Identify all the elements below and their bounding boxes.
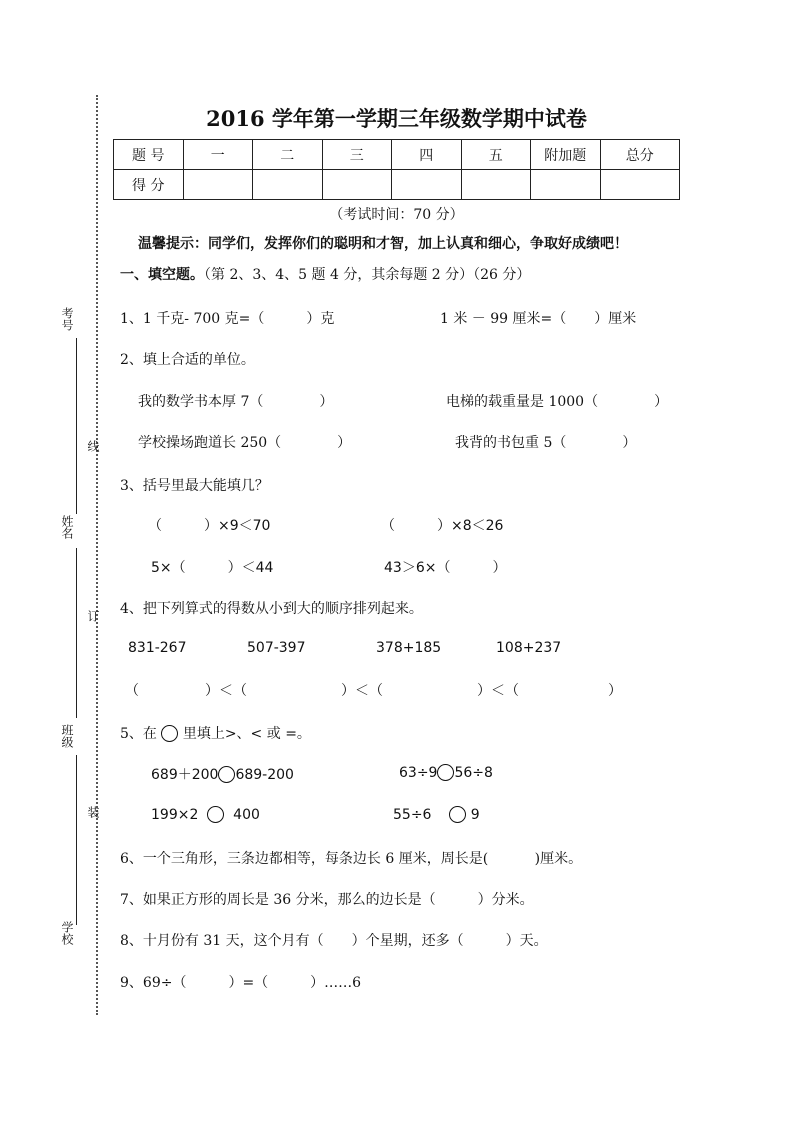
q5-right-expr: 689-200 xyxy=(235,767,294,783)
kaohao-write-line xyxy=(76,338,77,514)
section-title: 一、填空题。 xyxy=(120,267,204,283)
exam-time: （考试时间：70 分） xyxy=(329,207,464,223)
q1-part-a: 1、1 千克- 700 克=（ ）克 xyxy=(120,311,335,327)
q5-right-expr: 400 xyxy=(233,807,260,823)
q2-text: 2、填上合适的单位。 xyxy=(120,352,255,368)
q5-text xyxy=(120,723,311,743)
side-mark-ding: 订 xyxy=(86,610,100,622)
q5-text-pre: 5、在 xyxy=(120,726,157,742)
compare-circle-icon[interactable] xyxy=(449,806,466,823)
q5-left-expr: 55÷6 xyxy=(393,807,432,823)
tip-text: 温馨提示：同学们，发挥你们的聪明和才智，加上认真和细心，争取好成绩吧！ xyxy=(138,236,628,252)
compare-circle-icon[interactable] xyxy=(207,806,224,823)
score-header-cell: 题 号 xyxy=(114,140,184,170)
q5-right-expr: 56÷8 xyxy=(454,765,493,781)
side-label-xuexiao: 学校 xyxy=(60,921,74,945)
q2-item-d: 我背的书包重 5（ ） xyxy=(455,435,637,451)
q3-item-a: （ ）×9＜70 xyxy=(148,518,271,534)
score-table-score-row xyxy=(114,170,680,200)
score-header-cell: 一 xyxy=(183,140,253,170)
score-cell[interactable] xyxy=(322,170,392,200)
q5-compare-a xyxy=(151,764,294,784)
q4-expr: 108+237 xyxy=(496,640,562,656)
q4-expr: 507-397 xyxy=(247,640,306,656)
q5-compare-d xyxy=(393,806,480,823)
q2-item-a: 我的数学书本厚 7（ ） xyxy=(138,394,334,410)
q4-order-bracket: ） xyxy=(608,683,622,699)
q6-text: 6、一个三角形，三条边都相等，每条边长 6 厘米，周长是( )厘米。 xyxy=(120,851,583,867)
q5-left-expr: 689＋200 xyxy=(151,767,219,783)
score-header-cell: 四 xyxy=(392,140,462,170)
score-header-cell: 附加题 xyxy=(531,140,601,170)
q4-expr: 831-267 xyxy=(128,640,187,656)
side-label-xingming: 姓名 xyxy=(60,515,74,539)
score-table-header-row xyxy=(114,140,680,170)
xingming-write-line xyxy=(76,548,77,718)
q7-text: 7、如果正方形的周长是 36 分米，那么的边长是（ ）分米。 xyxy=(120,892,534,908)
score-header-cell: 五 xyxy=(461,140,531,170)
q5-text-post: 里填上>、< 或 =。 xyxy=(182,726,311,742)
circle-icon xyxy=(161,725,178,742)
score-cell[interactable] xyxy=(461,170,531,200)
score-cell[interactable] xyxy=(183,170,253,200)
q4-order-bracket: ）＜（ xyxy=(341,683,383,699)
q2-item-b: 电梯的载重量是 1000（ ） xyxy=(446,394,669,410)
score-cell[interactable] xyxy=(600,170,680,200)
q4-order-bracket: （ xyxy=(125,683,139,699)
q3-item-c: 5×（ ）＜44 xyxy=(151,560,274,576)
score-cell[interactable] xyxy=(531,170,601,200)
q3-text: 3、括号里最大能填几？ xyxy=(120,478,269,494)
binding-dotted-line xyxy=(96,95,98,1015)
q4-expr: 378+185 xyxy=(376,640,442,656)
q5-compare-c xyxy=(151,806,260,823)
q1-part-b: 1 米 － 99 厘米=（ ）厘米 xyxy=(440,311,637,327)
score-cell[interactable] xyxy=(253,170,323,200)
score-header-cell: 总分 xyxy=(600,140,680,170)
q4-order-bracket: ）＜（ xyxy=(205,683,247,699)
q5-left-expr: 63÷9 xyxy=(399,765,438,781)
q5-compare-b xyxy=(399,764,493,781)
side-mark-xian: 线 xyxy=(86,440,100,452)
score-row-label: 得 分 xyxy=(114,170,184,200)
q3-item-d: 43＞6×（ ） xyxy=(384,560,507,576)
compare-circle-icon[interactable] xyxy=(218,766,235,783)
exam-title: 2016 学年第一学期三年级数学期中试卷 xyxy=(206,106,587,131)
score-header-cell: 三 xyxy=(322,140,392,170)
q9-text: 9、69÷（ ）=（ ）……6 xyxy=(120,975,362,991)
q4-order-bracket: ）＜（ xyxy=(477,683,519,699)
q4-text: 4、把下列算式的得数从小到大的顺序排列起来。 xyxy=(120,601,423,617)
q8-text: 8、十月份有 31 天，这个月有（ ）个星期，还多（ ）天。 xyxy=(120,933,548,949)
side-label-banji: 班级 xyxy=(60,724,74,748)
side-mark-zhuang: 装 xyxy=(86,806,100,818)
score-cell[interactable] xyxy=(392,170,462,200)
compare-circle-icon[interactable] xyxy=(437,764,454,781)
q2-item-c: 学校操场跑道长 250（ ） xyxy=(138,435,352,451)
q5-right-expr: 9 xyxy=(470,807,480,823)
side-label-kaohao: 考号 xyxy=(60,307,74,331)
q5-left-expr: 199×2 xyxy=(151,807,199,823)
q3-item-b: （ ）×8＜26 xyxy=(381,518,504,534)
score-table xyxy=(113,139,680,200)
section-heading xyxy=(120,264,530,284)
banji-write-line xyxy=(76,755,77,925)
section-note: （第 2、3、4、5 题 4 分，其余每题 2 分）（26 分） xyxy=(204,267,531,283)
score-header-cell: 二 xyxy=(253,140,323,170)
